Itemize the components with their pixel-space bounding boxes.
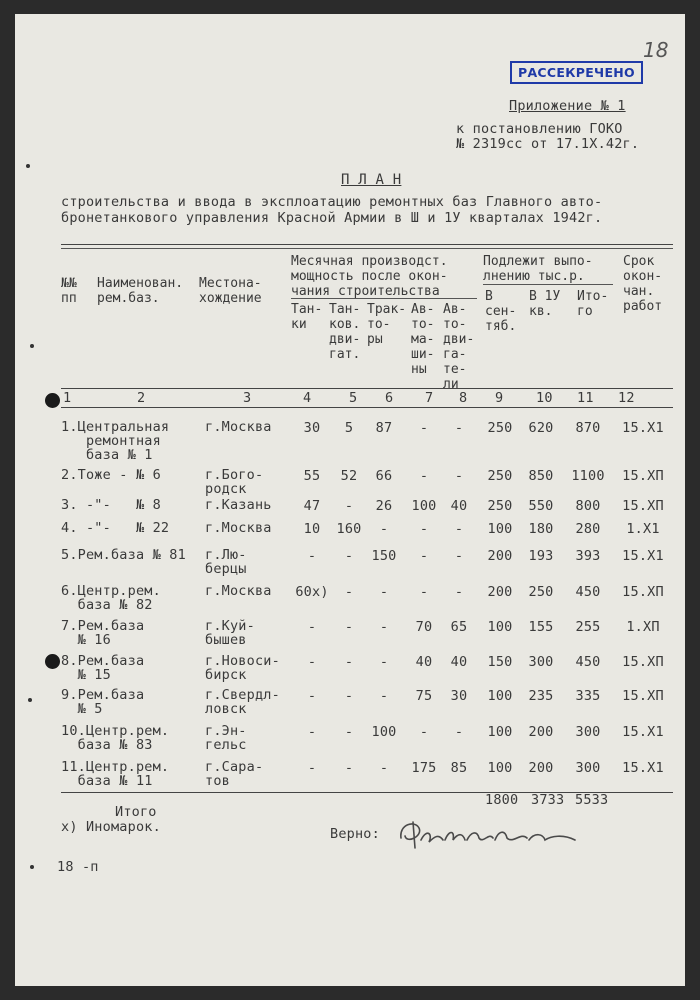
- row-cell-c5: 52: [340, 468, 358, 484]
- row-cell-c10: 155: [528, 619, 554, 635]
- column-number: 4: [303, 390, 312, 406]
- row-cell-c10: 193: [528, 548, 554, 564]
- header-tanks: Тан- ки: [291, 302, 323, 332]
- row-cell-c7: -: [419, 420, 429, 436]
- plan-subtitle-1: строительства и ввода в эксплоатацию ремонтных баз Главного авто-: [61, 194, 603, 210]
- row-cell-c7: 100: [411, 498, 437, 514]
- row-cell-c8: -: [454, 724, 464, 740]
- row-cell-c4: -: [307, 760, 317, 776]
- row-cell-c5: -: [344, 498, 354, 514]
- verified-label: Верно:: [330, 826, 380, 842]
- row-cell-c9: 250: [487, 498, 513, 514]
- header-tractors: Трак- то- ры: [367, 302, 407, 347]
- row-cell-c6: -: [379, 619, 389, 635]
- document-sheet: [15, 14, 685, 986]
- row-cell-c11: 450: [575, 654, 601, 670]
- row-location: г.Москва: [205, 419, 272, 435]
- row-location: г.Эн- гельс: [205, 723, 247, 753]
- row-cell-c11: 280: [575, 521, 601, 537]
- row-cell-c7: -: [419, 521, 429, 537]
- row-cell-c8: -: [454, 420, 464, 436]
- header-location: Местона- хождение: [199, 276, 262, 306]
- row-cell-c9: 250: [487, 468, 513, 484]
- row-cell-c5: -: [344, 760, 354, 776]
- column-number: 11: [577, 390, 594, 406]
- row-cell-c7: -: [419, 468, 429, 484]
- row-cell-c5: 160: [336, 521, 362, 537]
- row-cell-c12: 15.ХП: [622, 468, 664, 484]
- row-cell-c12: 15.ХП: [622, 584, 664, 600]
- row-cell-c10: 235: [528, 688, 554, 704]
- row-cell-c4: -: [307, 619, 317, 635]
- row-name: 3. -"- № 8: [61, 497, 161, 513]
- row-cell-c10: 550: [528, 498, 554, 514]
- row-cell-c8: 85: [450, 760, 468, 776]
- row-cell-c10: 200: [528, 724, 554, 740]
- row-cell-c12: 15.ХП: [622, 654, 664, 670]
- header-q4: В 1У кв.: [529, 289, 561, 319]
- row-location: г.Куй- бышев: [205, 618, 255, 648]
- row-cell-c12: 15.Х1: [622, 724, 664, 740]
- row-cell-c5: -: [344, 654, 354, 670]
- row-name: 5.Рем.база № 81: [61, 547, 186, 563]
- row-cell-c6: -: [379, 688, 389, 704]
- appendix-title: Приложение № 1: [509, 98, 626, 114]
- header-fulfil: Подлежит выпо- лнению тыс.р.: [483, 254, 593, 284]
- row-location: г.Москва: [205, 583, 272, 599]
- binder-hole-top: [45, 393, 60, 408]
- row-cell-c12: 15.Х1: [622, 760, 664, 776]
- header-name: Наименован. рем.баз.: [97, 276, 184, 306]
- header-tank-engines: Тан- ков. дви- гат.: [329, 302, 361, 362]
- footnote: х) Иномарок.: [61, 819, 161, 835]
- row-cell-c9: 100: [487, 688, 513, 704]
- column-number: 9: [495, 390, 504, 406]
- row-cell-c12: 1.Х1: [626, 521, 660, 537]
- row-cell-c7: 40: [415, 654, 433, 670]
- row-cell-c4: 55: [303, 468, 321, 484]
- row-cell-c7: -: [419, 724, 429, 740]
- row-cell-c4: -: [307, 548, 317, 564]
- row-cell-c5: -: [344, 619, 354, 635]
- row-cell-c6: -: [379, 521, 389, 537]
- row-cell-c6: 87: [375, 420, 393, 436]
- header-september: В сен- тяб.: [485, 289, 517, 334]
- row-cell-c6: -: [379, 654, 389, 670]
- row-cell-c10: 850: [528, 468, 554, 484]
- column-number: 8: [459, 390, 468, 406]
- row-location: г.Бого- родск: [205, 467, 264, 497]
- row-name: 4. -"- № 22: [61, 520, 170, 536]
- binder-hole-bottom: [45, 654, 60, 669]
- row-cell-c12: 1.ХП: [626, 619, 660, 635]
- row-location: г.Казань: [205, 497, 272, 513]
- row-location: г.Москва: [205, 520, 272, 536]
- row-cell-c6: 100: [371, 724, 397, 740]
- row-cell-c7: 75: [415, 688, 433, 704]
- row-cell-c4: 30: [303, 420, 321, 436]
- row-location: г.Сара- тов: [205, 759, 264, 789]
- row-cell-c7: -: [419, 548, 429, 564]
- row-cell-c10: 300: [528, 654, 554, 670]
- row-cell-c7: 175: [411, 760, 437, 776]
- margin-dot: [30, 865, 34, 869]
- row-cell-c11: 255: [575, 619, 601, 635]
- row-cell-c9: 200: [487, 548, 513, 564]
- plan-subtitle-2: бронетанкового управления Красной Армии в Ш и 1У кварталах 1942г.: [61, 210, 603, 226]
- totals-total: 5533: [575, 792, 609, 808]
- header-capacity: Месячная производст. мощность после окон- чания строительства: [291, 254, 448, 299]
- page-number: 18: [643, 38, 669, 62]
- row-cell-c11: 300: [575, 724, 601, 740]
- row-cell-c8: -: [454, 584, 464, 600]
- row-name: 7.Рем.база № 16: [61, 618, 145, 648]
- row-cell-c4: 47: [303, 498, 321, 514]
- row-cell-c8: -: [454, 548, 464, 564]
- row-name: 9.Рем.база № 5: [61, 687, 145, 717]
- row-cell-c6: 66: [375, 468, 393, 484]
- row-cell-c11: 870: [575, 420, 601, 436]
- column-number: 6: [385, 390, 394, 406]
- row-name: 6.Центр.рем. база № 82: [61, 583, 161, 613]
- column-number: 5: [349, 390, 358, 406]
- row-cell-c8: -: [454, 521, 464, 537]
- row-cell-c12: 15.Х1: [622, 420, 664, 436]
- column-number: 2: [137, 390, 146, 406]
- column-number: 1: [63, 390, 72, 406]
- row-cell-c6: 26: [375, 498, 393, 514]
- header-auto: Ав- то- ма- ши- ны: [411, 302, 435, 377]
- row-cell-c4: -: [307, 724, 317, 740]
- header-total: Ито- го: [577, 289, 609, 319]
- row-cell-c4: 10: [303, 521, 321, 537]
- row-cell-c11: 800: [575, 498, 601, 514]
- plan-title: П Л А Н: [341, 172, 402, 188]
- row-cell-c8: 40: [450, 498, 468, 514]
- row-cell-c9: 100: [487, 760, 513, 776]
- row-cell-c4: -: [307, 688, 317, 704]
- header-nn: №№ пп: [61, 276, 77, 306]
- column-number: 10: [536, 390, 553, 406]
- column-number: 12: [618, 390, 635, 406]
- appendix-line1: к постановлению ГОКО: [456, 121, 623, 137]
- row-cell-c9: 100: [487, 619, 513, 635]
- row-cell-c5: -: [344, 688, 354, 704]
- row-cell-c11: 335: [575, 688, 601, 704]
- row-cell-c10: 250: [528, 584, 554, 600]
- row-cell-c10: 620: [528, 420, 554, 436]
- margin-dot: [30, 344, 34, 348]
- row-cell-c11: 1100: [571, 468, 605, 484]
- margin-dot: [26, 164, 30, 168]
- margin-dot: [28, 698, 32, 702]
- row-cell-c5: -: [344, 584, 354, 600]
- row-cell-c11: 393: [575, 548, 601, 564]
- row-cell-c8: 30: [450, 688, 468, 704]
- row-cell-c8: 40: [450, 654, 468, 670]
- column-number: 3: [243, 390, 252, 406]
- appendix-line2: № 2319сс от 17.1Х.42г.: [456, 136, 640, 152]
- row-name: 11.Центр.рем. база № 11: [61, 759, 170, 789]
- row-cell-c12: 15.ХП: [622, 498, 664, 514]
- header-auto-engines: Ав- то- дви- га- те- ли: [443, 302, 475, 392]
- row-cell-c9: 100: [487, 521, 513, 537]
- sheet-note: 18 -п: [57, 859, 99, 875]
- row-location: г.Новоси- бирск: [205, 653, 280, 683]
- row-cell-c9: 150: [487, 654, 513, 670]
- row-cell-c6: -: [379, 760, 389, 776]
- row-name: 1.Центральная ремонтная база № 1: [61, 419, 170, 463]
- row-cell-c8: -: [454, 468, 464, 484]
- row-location: г.Свердл- ловск: [205, 687, 280, 717]
- header-deadline: Срок окон- чан. работ: [623, 254, 663, 314]
- declassified-stamp: РАССЕКРЕЧЕНО: [510, 61, 643, 84]
- totals-september: 1800: [485, 792, 519, 808]
- row-location: г.Лю- берцы: [205, 547, 247, 577]
- row-cell-c9: 200: [487, 584, 513, 600]
- totals-q4: 3733: [531, 792, 565, 808]
- row-name: 8.Рем.база № 15: [61, 653, 145, 683]
- signature: [393, 814, 593, 854]
- row-cell-c5: -: [344, 548, 354, 564]
- row-cell-c9: 250: [487, 420, 513, 436]
- row-cell-c5: 5: [344, 420, 354, 436]
- row-cell-c7: -: [419, 584, 429, 600]
- row-cell-c10: 200: [528, 760, 554, 776]
- row-cell-c9: 100: [487, 724, 513, 740]
- row-cell-c7: 70: [415, 619, 433, 635]
- row-cell-c6: -: [379, 584, 389, 600]
- totals-label: Итого: [115, 804, 157, 820]
- row-name: 2.Тоже - № 6: [61, 467, 161, 483]
- row-cell-c8: 65: [450, 619, 468, 635]
- row-cell-c5: -: [344, 724, 354, 740]
- row-cell-c10: 180: [528, 521, 554, 537]
- row-cell-c6: 150: [371, 548, 397, 564]
- row-cell-c12: 15.ХП: [622, 688, 664, 704]
- row-cell-c4: -: [307, 654, 317, 670]
- column-number: 7: [425, 390, 434, 406]
- row-cell-c4: 60х): [295, 584, 329, 600]
- row-cell-c11: 450: [575, 584, 601, 600]
- row-name: 10.Центр.рем. база № 83: [61, 723, 170, 753]
- row-cell-c11: 300: [575, 760, 601, 776]
- row-cell-c12: 15.Х1: [622, 548, 664, 564]
